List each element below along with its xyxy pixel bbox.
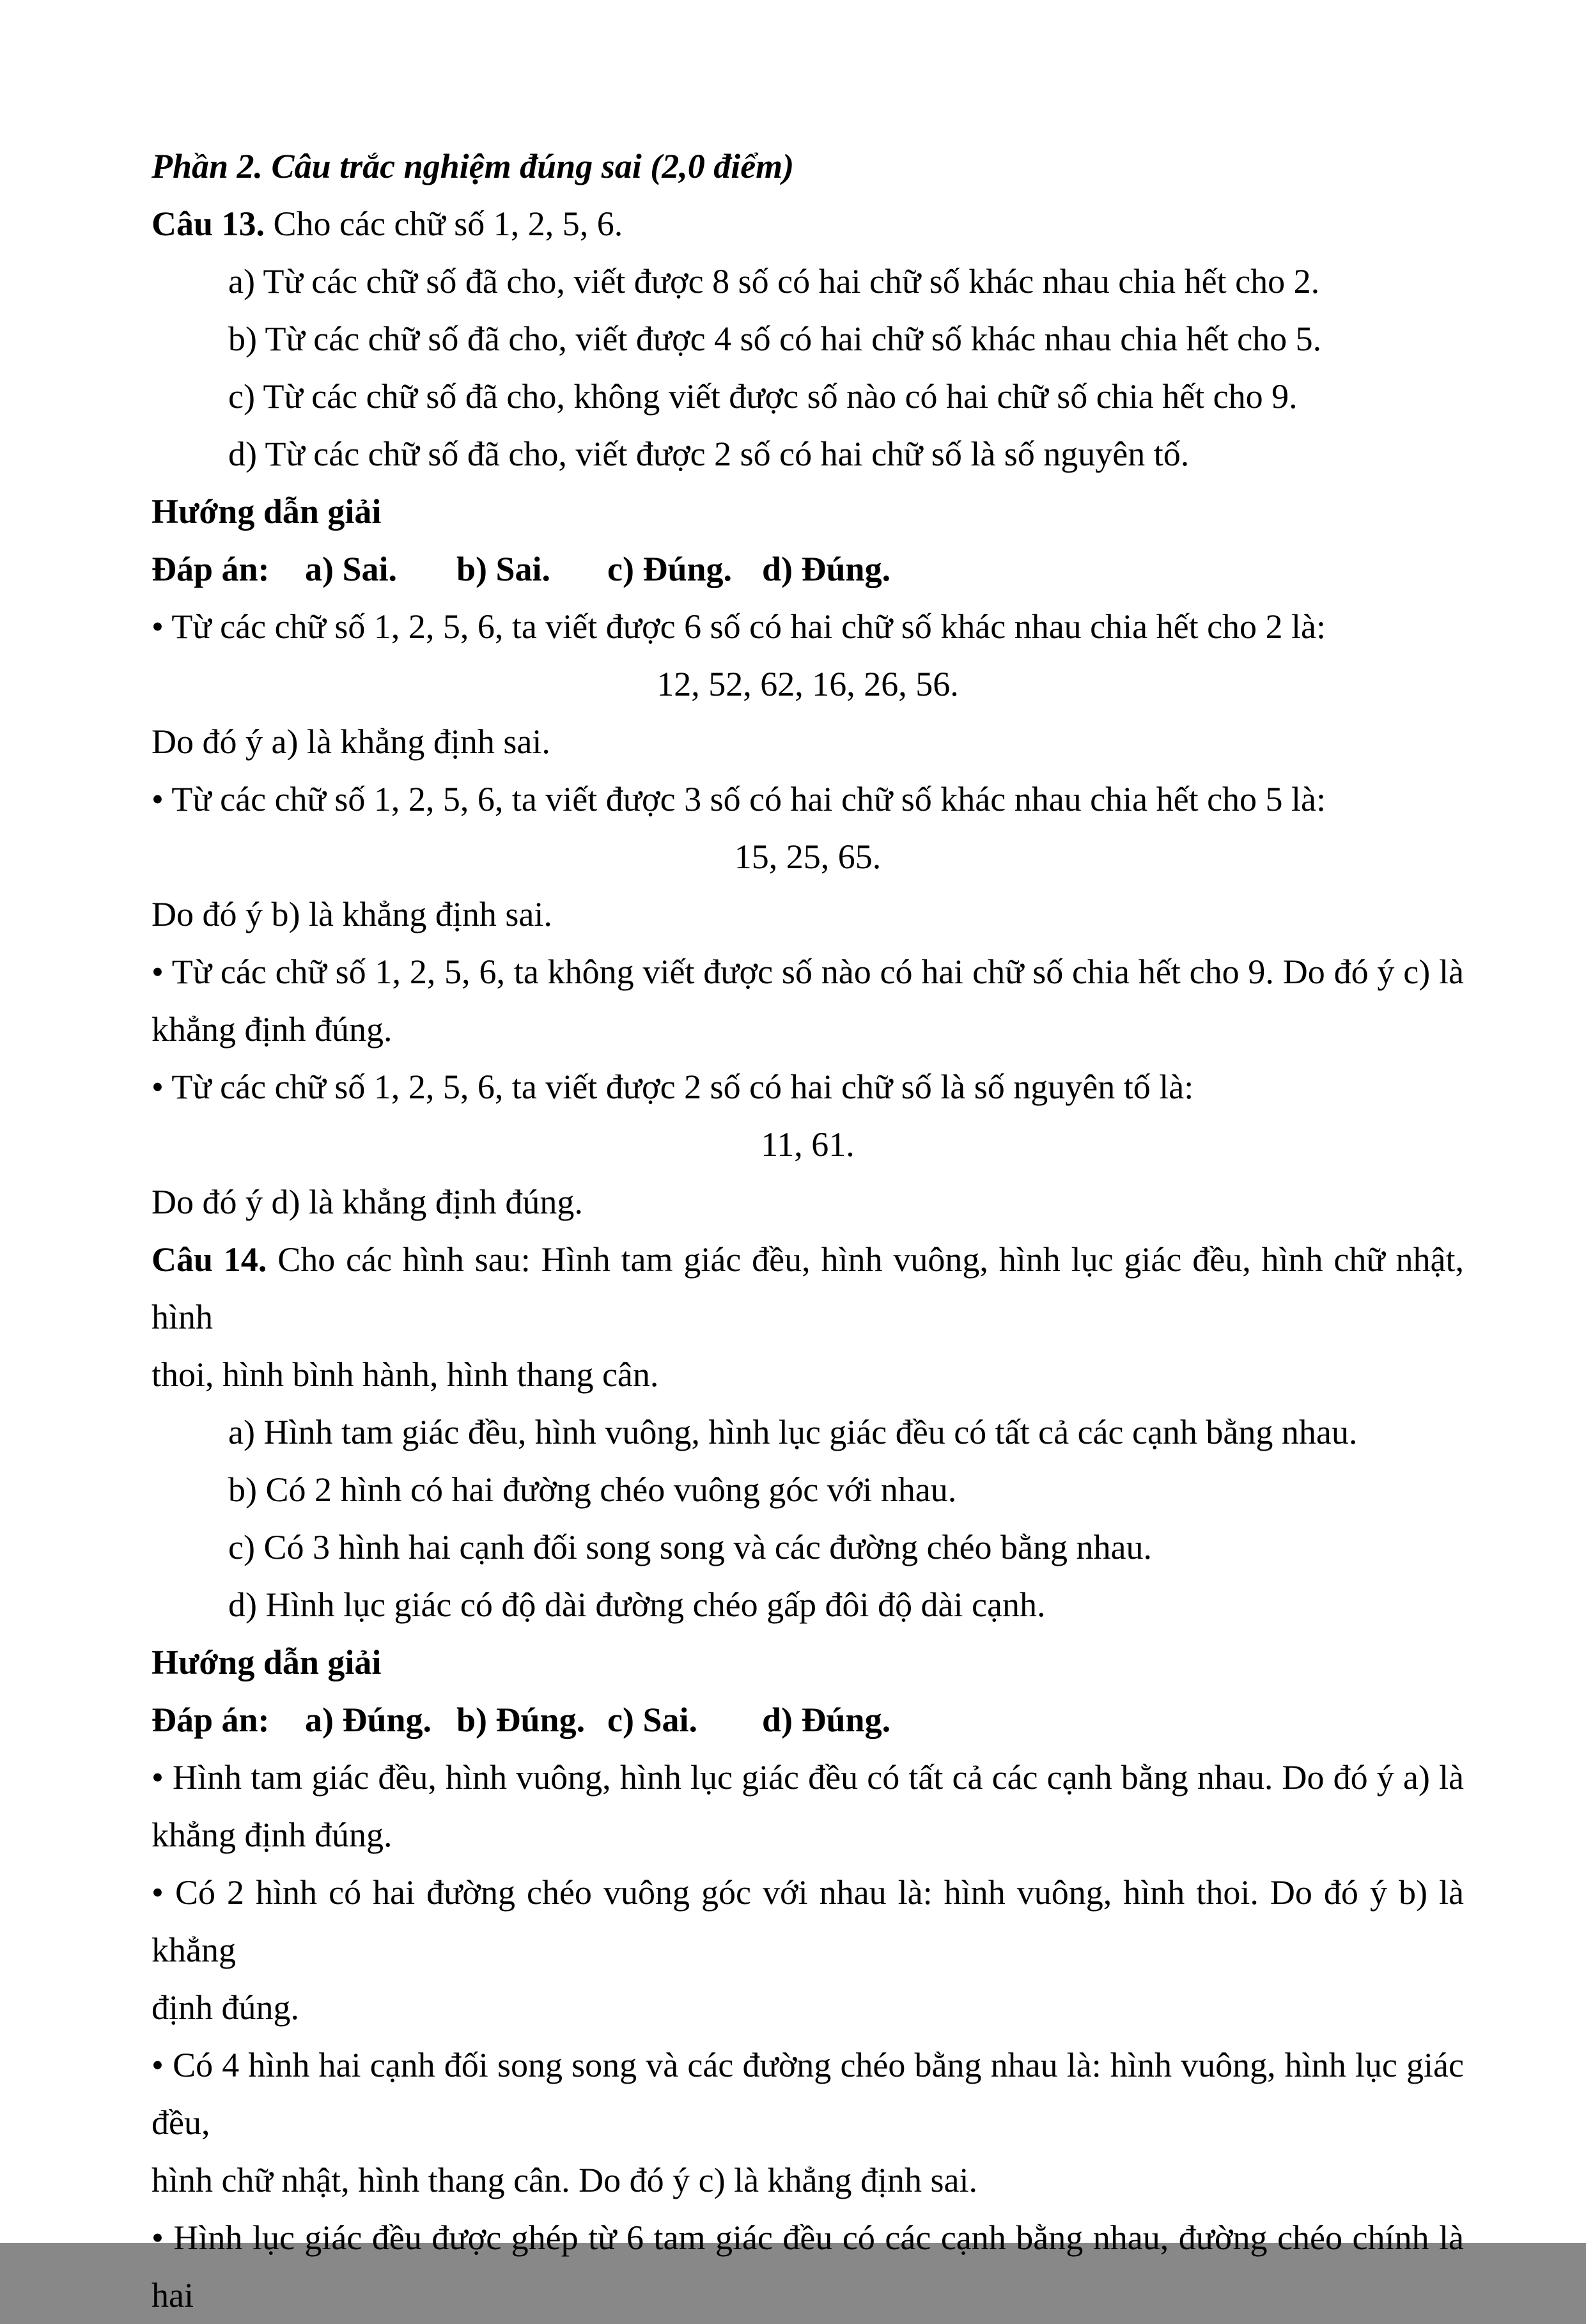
q14-answer-row-cell-1: a) Đúng. xyxy=(305,1701,432,1739)
q13-concl-b: Do đó ý b) là khẳng định sai. xyxy=(152,895,552,933)
q13-answer-row-cell-0: Đáp án: xyxy=(152,550,270,588)
q13-answer-row-cell-3: c) Đúng. xyxy=(607,550,733,588)
q13-stem-seg-0: Câu 13. xyxy=(152,205,274,243)
q14-item-c: c) Có 3 hình hai cạnh đối song song và các đường chéo bằng nhau. xyxy=(228,1528,1152,1566)
q14-stem-seg-0: Câu 14. xyxy=(152,1240,278,1279)
q13-expl-4: • Từ các chữ số 1, 2, 5, 6, ta viết được 2 số có hai chữ số là số nguyên tố là: xyxy=(152,1068,1194,1106)
q14-stem-seg-1: Cho các hình sau: Hình tam giác đều, hình vuông, hình lục giác đều, hình chữ nhật, hình xyxy=(152,1240,1464,1336)
q14-answer-row-cell-4: d) Đúng. xyxy=(762,1701,891,1739)
q14-stem-2: thoi, hình bình hành, hình thang cân. xyxy=(152,1355,659,1394)
q13-answer-row xyxy=(152,540,1464,598)
q14-expl-3: • Có 4 hình hai cạnh đối song song và các đường chéo bằng nhau là: hình vuông, hình lục giác đều, xyxy=(152,2046,1464,2142)
q13-list-2: 15, 25, 65. xyxy=(734,838,882,876)
q14-expl-2: • Có 2 hình có hai đường chéo vuông góc với nhau là: hình vuông, hình thoi. Do đó ý b) là khẳng xyxy=(152,1873,1464,1969)
q13-item-a: a) Từ các chữ số đã cho, viết được 8 số có hai chữ số khác nhau chia hết cho 2. xyxy=(228,262,1320,300)
q14-expl-1: • Hình tam giác đều, hình vuông, hình lục giác đều có tất cả các cạnh bằng nhau. Do đó ý a) là xyxy=(152,1758,1464,1797)
q14-item-d: d) Hình lục giác có độ dài đường chéo gấp đôi độ dài cạnh. xyxy=(228,1586,1046,1624)
q13-list-1: 12, 52, 62, 16, 26, 56. xyxy=(657,665,959,703)
q13-expl-2: • Từ các chữ số 1, 2, 5, 6, ta viết được 3 số có hai chữ số khác nhau chia hết cho 5 là: xyxy=(152,780,1326,818)
q14-stem xyxy=(152,1231,1464,1346)
q13-item-d: d) Từ các chữ số đã cho, viết được 2 số có hai chữ số là số nguyên tố. xyxy=(228,435,1190,473)
q13-concl-d: Do đó ý d) là khẳng định đúng. xyxy=(152,1183,583,1221)
q14-answer-row-cell-3: c) Sai. xyxy=(607,1701,697,1739)
q14-answer-row-cell-2: b) Đúng. xyxy=(456,1701,586,1739)
q13-concl-a: Do đó ý a) là khẳng định sai. xyxy=(152,722,550,761)
q14-item-a: a) Hình tam giác đều, hình vuông, hình lục giác đều có tất cả các cạnh bằng nhau. xyxy=(228,1413,1358,1451)
q13-answer-row-cell-1: a) Sai. xyxy=(305,550,398,588)
q14-expl-3b: hình chữ nhật, hình thang cân. Do đó ý c) là khẳng định sai. xyxy=(152,2161,977,2199)
q14-expl-4: • Hình lục giác đều được ghép từ 6 tam giác đều có các cạnh bằng nhau, đường chéo chính là hai xyxy=(152,2219,1464,2314)
q13-stem-seg-1: Cho các chữ số 1, 2, 5, 6. xyxy=(273,205,623,243)
q14-solution-heading: Hướng dẫn giải xyxy=(152,1643,382,1681)
q13-item-b: b) Từ các chữ số đã cho, viết được 4 số có hai chữ số khác nhau chia hết cho 5. xyxy=(228,320,1322,358)
q14-item-b: b) Có 2 hình có hai đường chéo vuông góc với nhau. xyxy=(228,1470,957,1509)
q13-solution-heading: Hướng dẫn giải xyxy=(152,492,382,531)
q13-stem xyxy=(152,195,1464,253)
part2-heading: Phần 2. Câu trắc nghiệm đúng sai (2,0 điểm) xyxy=(152,147,795,185)
q14-answer-row-cell-0: Đáp án: xyxy=(152,1701,270,1739)
q13-answer-row-cell-2: b) Sai. xyxy=(456,550,551,588)
q13-answer-row-cell-4: d) Đúng. xyxy=(762,550,891,588)
q13-expl-3: • Từ các chữ số 1, 2, 5, 6, ta không viết được số nào có hai chữ số chia hết cho 9. Do đó ý c) là xyxy=(152,953,1464,991)
q13-list-3: 11, 61. xyxy=(761,1125,855,1164)
q14-answer-row xyxy=(152,1691,1464,1749)
q14-expl-2b: định đúng. xyxy=(152,1988,300,2027)
q13-expl-3b: khẳng định đúng. xyxy=(152,1010,393,1049)
q13-expl-1: • Từ các chữ số 1, 2, 5, 6, ta viết được 6 số có hai chữ số khác nhau chia hết cho 2 là: xyxy=(152,607,1326,646)
q14-expl-1b: khẳng định đúng. xyxy=(152,1816,393,1854)
q13-item-c: c) Từ các chữ số đã cho, không viết được số nào có hai chữ số chia hết cho 9. xyxy=(228,377,1298,416)
